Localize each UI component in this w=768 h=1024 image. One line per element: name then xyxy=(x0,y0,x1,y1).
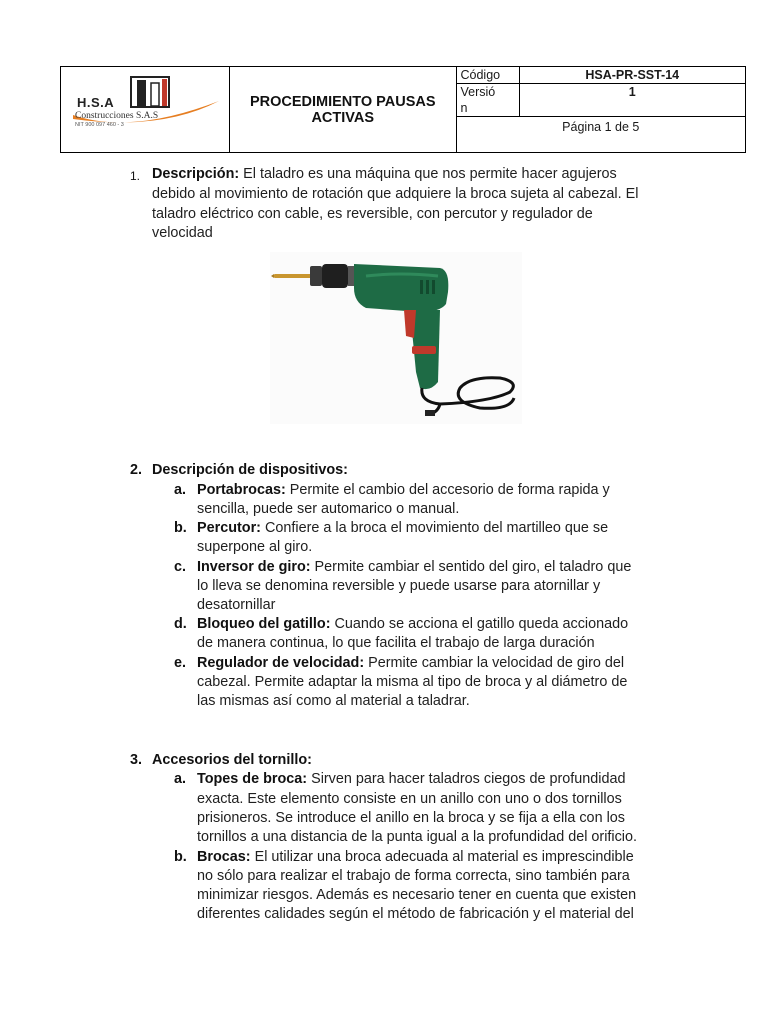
code-label: Código xyxy=(456,67,519,84)
item-2c-line-1: Inversor de giro: Permite cambiar el sentido del giro, el taladro que xyxy=(197,559,632,575)
item-2a-line-2: sencilla, puede ser automarico o manual. xyxy=(197,501,460,517)
item-2b-letter: b. xyxy=(174,520,187,536)
drill-image xyxy=(270,252,522,424)
item-3b-line-1: Brocas: El utilizar una broca adecuada al material es imprescindible xyxy=(197,849,634,865)
item-2c-line-3: desatornillar xyxy=(197,597,276,613)
section-1-line-2: debido al movimiento de rotación que adquiere la broca sujeta al cabezal. El xyxy=(152,186,639,202)
item-2e-line-2: cabezal. Permite adaptar la misma al tipo de broca y al diámetro de xyxy=(197,674,628,690)
item-3a-line-1: Topes de broca: Sirven para hacer taladros ciegos de profundidad xyxy=(197,771,626,787)
item-3b-line-3: minimizar riesgos. Además es necesario tener en cuenta que existen xyxy=(197,887,637,903)
item-2d-line-2: de manera continua, lo que facilita el trabajo de larga duración xyxy=(197,635,595,651)
section-1-number: 1. xyxy=(130,169,141,183)
section-1-line-1: Descripción: El taladro es una máquina que nos permite hacer agujeros xyxy=(152,166,617,182)
section-3-title: Accesorios del tornillo: xyxy=(152,752,312,768)
document-title: PROCEDIMIENTO PAUSAS ACTIVAS xyxy=(230,67,457,153)
version-value: 1 xyxy=(519,84,746,117)
item-3a-line-2: exacta. Este elemento consiste en un anillo con uno o dos tornillos xyxy=(197,791,622,807)
item-2b-line-2: superpone al giro. xyxy=(197,539,313,555)
logo-nit: NIT 900 097 460 - 3 xyxy=(75,122,124,128)
company-logo xyxy=(71,73,221,143)
item-2e-line-1: Regulador de velocidad: Permite cambiar la velocidad de giro del xyxy=(197,655,625,671)
section-2-title: Descripción de dispositivos: xyxy=(152,462,348,478)
code-value: HSA-PR-SST-14 xyxy=(519,67,746,84)
document-header xyxy=(60,66,746,153)
item-2c-line-2: lo lleva se denomina reversible y puede usarse para atornillar y xyxy=(197,578,601,594)
item-3b-line-4: diferentes calidades según el método de fabricación y el material del xyxy=(197,906,634,922)
item-2a-letter: a. xyxy=(174,482,187,498)
item-2d-letter: d. xyxy=(174,616,187,632)
page-number: Página 1 de 5 xyxy=(456,117,746,153)
drill-illustration xyxy=(270,252,522,424)
item-3a-letter: a. xyxy=(174,771,187,787)
section-1-line-4: velocidad xyxy=(152,225,213,241)
section-1-line-3: taladro eléctrico con cable, es reversible, con percutor y regulador de xyxy=(152,206,593,222)
item-2b-line-1: Percutor: Confiere a la broca el movimiento del martilleo que se xyxy=(197,520,609,536)
logo-company: Construcciones S.A.S xyxy=(75,111,159,121)
section-2-number: 2. xyxy=(130,462,143,478)
logo-brand: H.S.A xyxy=(77,95,115,110)
item-3a-line-4: tornillos a una distancia de la punta igual a la profundidad del orificio. xyxy=(197,829,638,845)
section-3-number: 3. xyxy=(130,752,143,768)
item-3a-line-3: prisioneros. Se introduce el anillo en la broca y se fija a ella con los xyxy=(197,810,625,826)
section-1-title: Descripción: xyxy=(152,166,240,182)
item-2a-line-1: Portabrocas: Permite el cambio del accesorio de forma rapida y xyxy=(197,482,610,498)
item-3b-letter: b. xyxy=(174,849,187,865)
item-2d-line-1: Bloqueo del gatillo: Cuando se acciona el gatillo queda accionado xyxy=(197,616,629,632)
logo-cell xyxy=(61,67,230,153)
item-3b-line-2: no sólo para realizar el trabajo de forma correcta, sino también para xyxy=(197,868,630,884)
item-2c-letter: c. xyxy=(174,559,187,575)
item-2e-line-3: las mismas así como al material a taladrar. xyxy=(197,693,470,709)
version-label: Versió n xyxy=(456,84,519,117)
item-2e-letter: e. xyxy=(174,655,187,671)
